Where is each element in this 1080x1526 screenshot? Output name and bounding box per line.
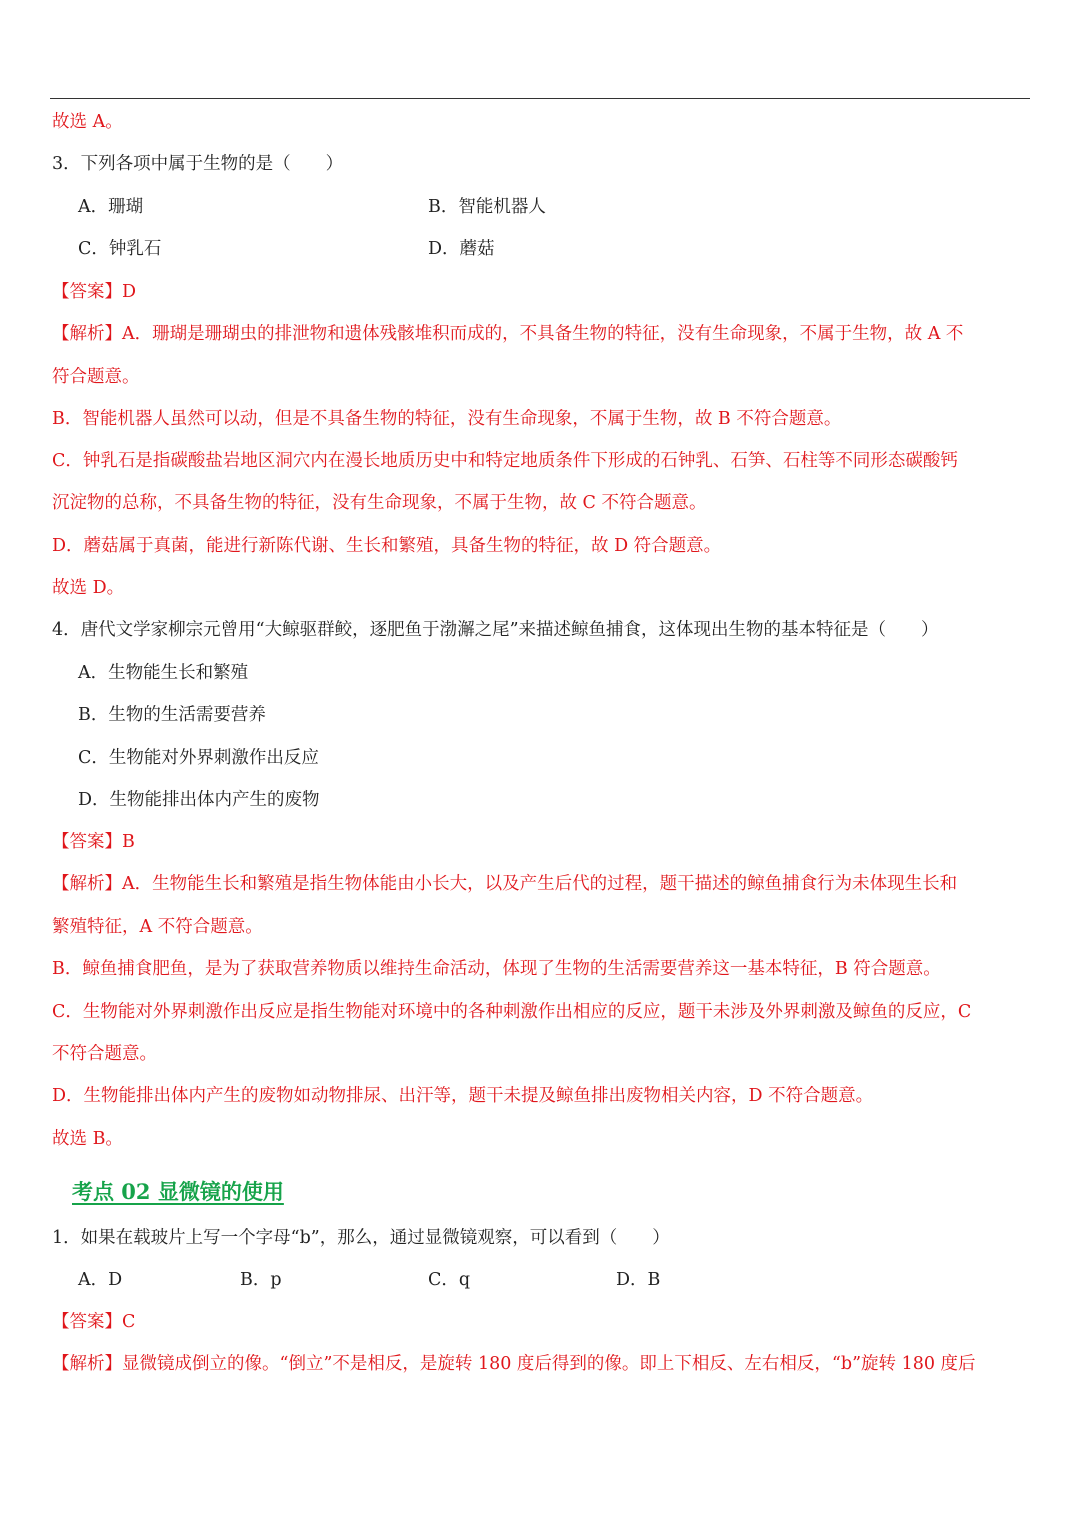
s2q1-option-a: A．D — [78, 1270, 123, 1290]
q4-analysis-line: 不符合题意。 — [52, 1044, 157, 1064]
answer-value: C — [122, 1312, 136, 1332]
s2q1-stem: 1．如果在载玻片上写一个字母“b”，那么，通过显微镜观察，可以看到（ ） — [52, 1228, 670, 1248]
q4-stem: 4．唐代文学家柳宗元曾用“大鲸驱群鲛，逐肥鱼于渤澥之尾”来描述鲸鱼捕食，这体现出生物的基本特征是（ ） — [52, 620, 939, 640]
q4-answer — [52, 830, 135, 854]
q4-option-b: B．生物的生活需要营养 — [78, 705, 266, 725]
section-heading: 考点 02 显微镜的使用 — [72, 1179, 284, 1204]
q3-analysis-line: C．钟乳石是指碳酸盐岩地区洞穴内在漫长地质历史中和特定地质条件下形成的石钟乳、石笋、石柱等不同形态碳酸钙 — [52, 451, 958, 471]
q3-option-b: B．智能机器人 — [428, 197, 546, 217]
analysis-tag: 【解析】 — [52, 1354, 122, 1374]
q4-analysis-line: C．生物能对外界刺激作出反应是指生物能对环境中的各种刺激作出相应的反应，题干未涉及外界刺激及鲸鱼的反应，C — [52, 1002, 972, 1022]
answer-tag: 【答案】 — [52, 1312, 122, 1332]
q4-analysis-line: B．鲸鱼捕食肥鱼，是为了获取营养物质以维持生命活动，体现了生物的生活需要营养这一基本特征，B 符合题意。 — [52, 959, 941, 979]
analysis-text: 显微镜成倒立的像。“倒立”不是相反，是旋转 180 度后得到的像。即上下相反、左右相反，“b”旋转 180 度后 — [122, 1354, 976, 1374]
q4-option-d: D．生物能排出体内产生的废物 — [78, 790, 320, 810]
s2q1-answer — [52, 1310, 135, 1334]
answer-tag: 【答案】 — [52, 832, 122, 852]
header-rule — [50, 98, 1030, 99]
q3-stem: 3．下列各项中属于生物的是（ ） — [52, 154, 344, 174]
q4-analysis-line: 繁殖特征，A 不符合题意。 — [52, 917, 263, 937]
q3-answer — [52, 280, 136, 304]
answer-tag: 【答案】 — [52, 282, 122, 302]
analysis-text: A．生物能生长和繁殖是指生物体能由小长大，以及产生后代的过程，题干描述的鲸鱼捕食行为未体现生长和 — [122, 874, 958, 894]
s2q1-option-d: D．B — [616, 1270, 661, 1290]
analysis-tag: 【解析】 — [52, 324, 122, 344]
analysis-tag: 【解析】 — [52, 874, 122, 894]
q3-option-d: D．蘑菇 — [428, 239, 495, 259]
q4-analysis-line — [52, 872, 957, 896]
answer-value: D — [122, 282, 137, 302]
q3-option-c: C．钟乳石 — [78, 239, 162, 259]
answer-value: B — [122, 832, 135, 852]
analysis-text: A．珊瑚是珊瑚虫的排泄物和遗体残骸堆积而成的，不具备生物的特征，没有生命现象，不属于生物，故 A 不 — [122, 324, 964, 344]
q4-option-c: C．生物能对外界刺激作出反应 — [78, 748, 319, 768]
s2q1-option-b: B．p — [240, 1270, 282, 1290]
s2q1-option-c: C．q — [428, 1270, 471, 1290]
q3-analysis-line: B．智能机器人虽然可以动，但是不具备生物的特征，没有生命现象，不属于生物，故 B 不符合题意。 — [52, 409, 842, 429]
q3-option-a: A．珊瑚 — [78, 197, 144, 217]
q3-analysis-line — [52, 322, 963, 346]
s2q1-analysis-line — [52, 1352, 976, 1376]
prev-conclusion: 故选 A。 — [52, 112, 123, 132]
q4-analysis-line: D．生物能排出体内产生的废物如动物排尿、出汗等，题干未提及鲸鱼排出废物相关内容，D 不符合题意。 — [52, 1086, 874, 1106]
q3-conclusion: 故选 D。 — [52, 578, 125, 598]
q4-option-a: A．生物能生长和繁殖 — [78, 663, 249, 683]
q4-conclusion: 故选 B。 — [52, 1129, 123, 1149]
q3-analysis-line: D．蘑菇属于真菌，能进行新陈代谢、生长和繁殖，具备生物的特征，故 D 符合题意。 — [52, 536, 722, 556]
q3-analysis-line: 符合题意。 — [52, 367, 140, 387]
q3-analysis-line: 沉淀物的总称，不具备生物的特征，没有生命现象，不属于生物，故 C 不符合题意。 — [52, 493, 707, 513]
